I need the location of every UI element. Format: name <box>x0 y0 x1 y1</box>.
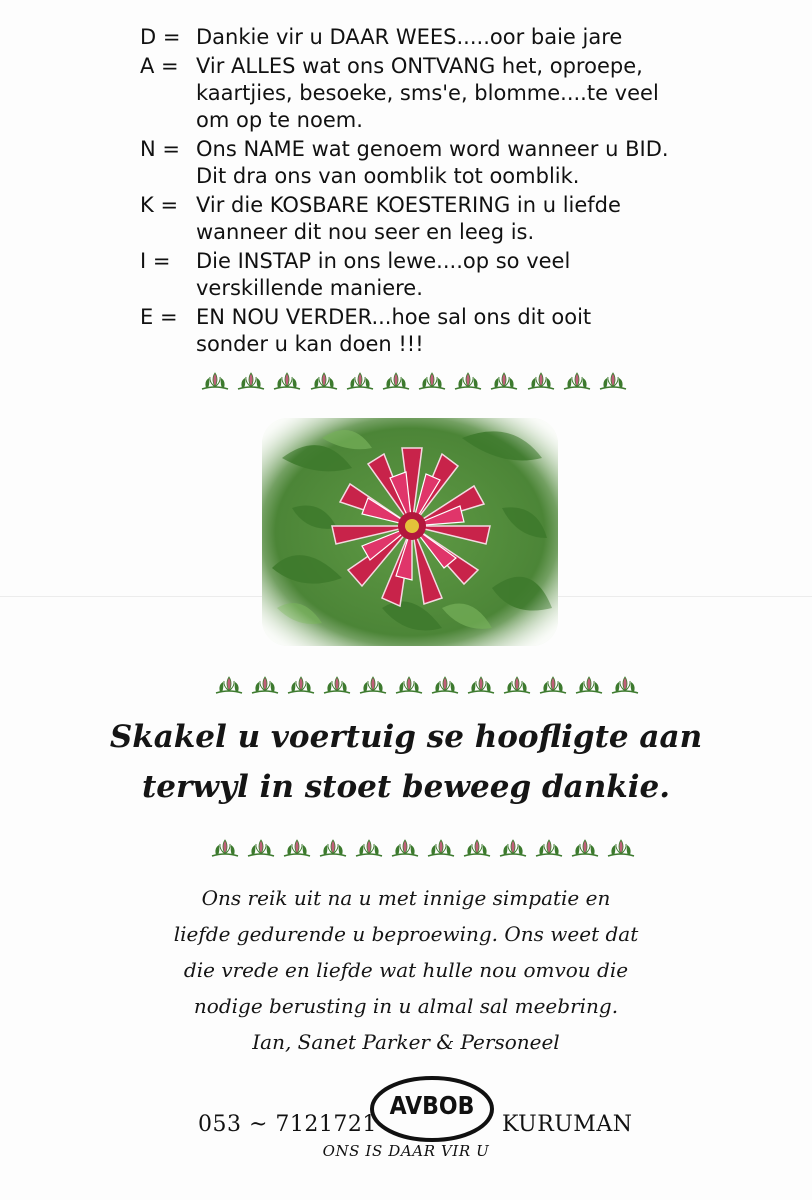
ornament-border-top <box>200 371 628 393</box>
lily-flower-ornament-icon <box>210 838 240 860</box>
acrostic-text: Dankie vir u DAAR WEES.....oor baie jare <box>196 25 623 49</box>
acrostic-letter: K = <box>140 193 179 217</box>
acrostic-letter: N = <box>140 137 180 161</box>
acrostic-line-d <box>140 24 780 51</box>
headline-line: terwyl in stoet beweeg dankie. <box>141 769 671 805</box>
acrostic-text: Dit dra ons van oomblik tot oomblik. <box>196 164 580 188</box>
lily-flower-ornament-icon <box>462 838 492 860</box>
lily-flower-ornament-icon <box>309 371 339 393</box>
lily-flower-ornament-icon <box>466 675 496 697</box>
sympathy-line: nodige berusting in u almal sal meebring. <box>193 994 619 1018</box>
lily-flower-ornament-icon <box>394 675 424 697</box>
lily-flower-ornament-icon <box>606 838 636 860</box>
lily-flower-ornament-icon <box>286 675 316 697</box>
dahlia-image <box>262 418 558 646</box>
acrostic-line-k <box>140 192 780 246</box>
ornament-border-middle <box>214 675 640 697</box>
acrostic-text: wanneer dit nou seer en leeg is. <box>196 220 535 244</box>
signature-line: Ian, Sanet Parker & Personeel <box>252 1030 560 1054</box>
lily-flower-ornament-icon <box>562 371 592 393</box>
sympathy-line: liefde gedurende u beproewing. Ons weet dat <box>173 922 639 946</box>
footer <box>0 1090 812 1190</box>
lily-flower-ornament-icon <box>498 838 528 860</box>
phone-number: 053 ~ 7121721 <box>198 1112 377 1137</box>
lily-flower-ornament-icon <box>453 371 483 393</box>
acrostic-line-a <box>140 53 780 134</box>
acrostic-text: Vir ALLES wat ons ONTVANG het, oproepe, <box>196 54 643 78</box>
lily-flower-ornament-icon <box>200 371 230 393</box>
ornament-border-bottom <box>210 838 636 860</box>
acrostic-line-e <box>140 304 780 358</box>
lily-flower-ornament-icon <box>358 675 388 697</box>
acrostic-letter: A = <box>140 54 179 78</box>
avbob-logo-text: AVBOB <box>389 1092 475 1121</box>
lily-flower-ornament-icon <box>322 675 352 697</box>
lily-flower-ornament-icon <box>236 371 266 393</box>
acrostic-text: kaartjies, besoeke, sms'e, blomme....te veel <box>196 81 659 105</box>
acrostic-line-n <box>140 136 780 190</box>
acrostic-letter: D = <box>140 25 181 49</box>
acrostic-text: Ons NAME wat genoem word wanneer u BID. <box>196 137 669 161</box>
lily-flower-ornament-icon <box>489 371 519 393</box>
dahlia-photo <box>262 418 558 646</box>
lily-flower-ornament-icon <box>538 675 568 697</box>
lily-flower-ornament-icon <box>570 838 600 860</box>
lily-flower-ornament-icon <box>354 838 384 860</box>
acrostic-text: om op te noem. <box>196 108 363 132</box>
dankie-acrostic <box>140 24 780 360</box>
acrostic-line-i <box>140 248 780 302</box>
lily-flower-ornament-icon <box>318 838 348 860</box>
acrostic-text: verskillende maniere. <box>196 276 423 300</box>
acrostic-letter: E = <box>140 305 178 329</box>
headline-notice <box>80 712 732 812</box>
acrostic-text: Die INSTAP in ons lewe....op so veel <box>196 249 571 273</box>
lily-flower-ornament-icon <box>214 675 244 697</box>
lily-flower-ornament-icon <box>282 838 312 860</box>
lily-flower-ornament-icon <box>598 371 628 393</box>
sympathy-message <box>120 880 692 1060</box>
tagline: ONS IS DAAR VIR U <box>322 1142 490 1160</box>
city-name: KURUMAN <box>502 1112 633 1137</box>
acrostic-text: sonder u kan doen !!! <box>196 332 424 356</box>
lily-flower-ornament-icon <box>272 371 302 393</box>
acrostic-letter: I = <box>140 249 171 273</box>
lily-flower-ornament-icon <box>426 838 456 860</box>
headline-line: Skakel u voertuig se hoofligte aan <box>109 719 703 755</box>
lily-flower-ornament-icon <box>250 675 280 697</box>
lily-flower-ornament-icon <box>381 371 411 393</box>
lily-flower-ornament-icon <box>610 675 640 697</box>
lily-flower-ornament-icon <box>430 675 460 697</box>
acrostic-text: EN NOU VERDER...hoe sal ons dit ooit <box>196 305 592 329</box>
lily-flower-ornament-icon <box>417 371 447 393</box>
lily-flower-ornament-icon <box>534 838 564 860</box>
lily-flower-ornament-icon <box>246 838 276 860</box>
lily-flower-ornament-icon <box>502 675 532 697</box>
lily-flower-ornament-icon <box>390 838 420 860</box>
lily-flower-ornament-icon <box>345 371 375 393</box>
sympathy-line: Ons reik uit na u met innige simpatie en <box>201 886 611 910</box>
lily-flower-ornament-icon <box>526 371 556 393</box>
acrostic-text: Vir die KOSBARE KOESTERING in u liefde <box>196 193 621 217</box>
sympathy-line: die vrede en liefde wat hulle nou omvou die <box>183 958 629 982</box>
lily-flower-ornament-icon <box>574 675 604 697</box>
